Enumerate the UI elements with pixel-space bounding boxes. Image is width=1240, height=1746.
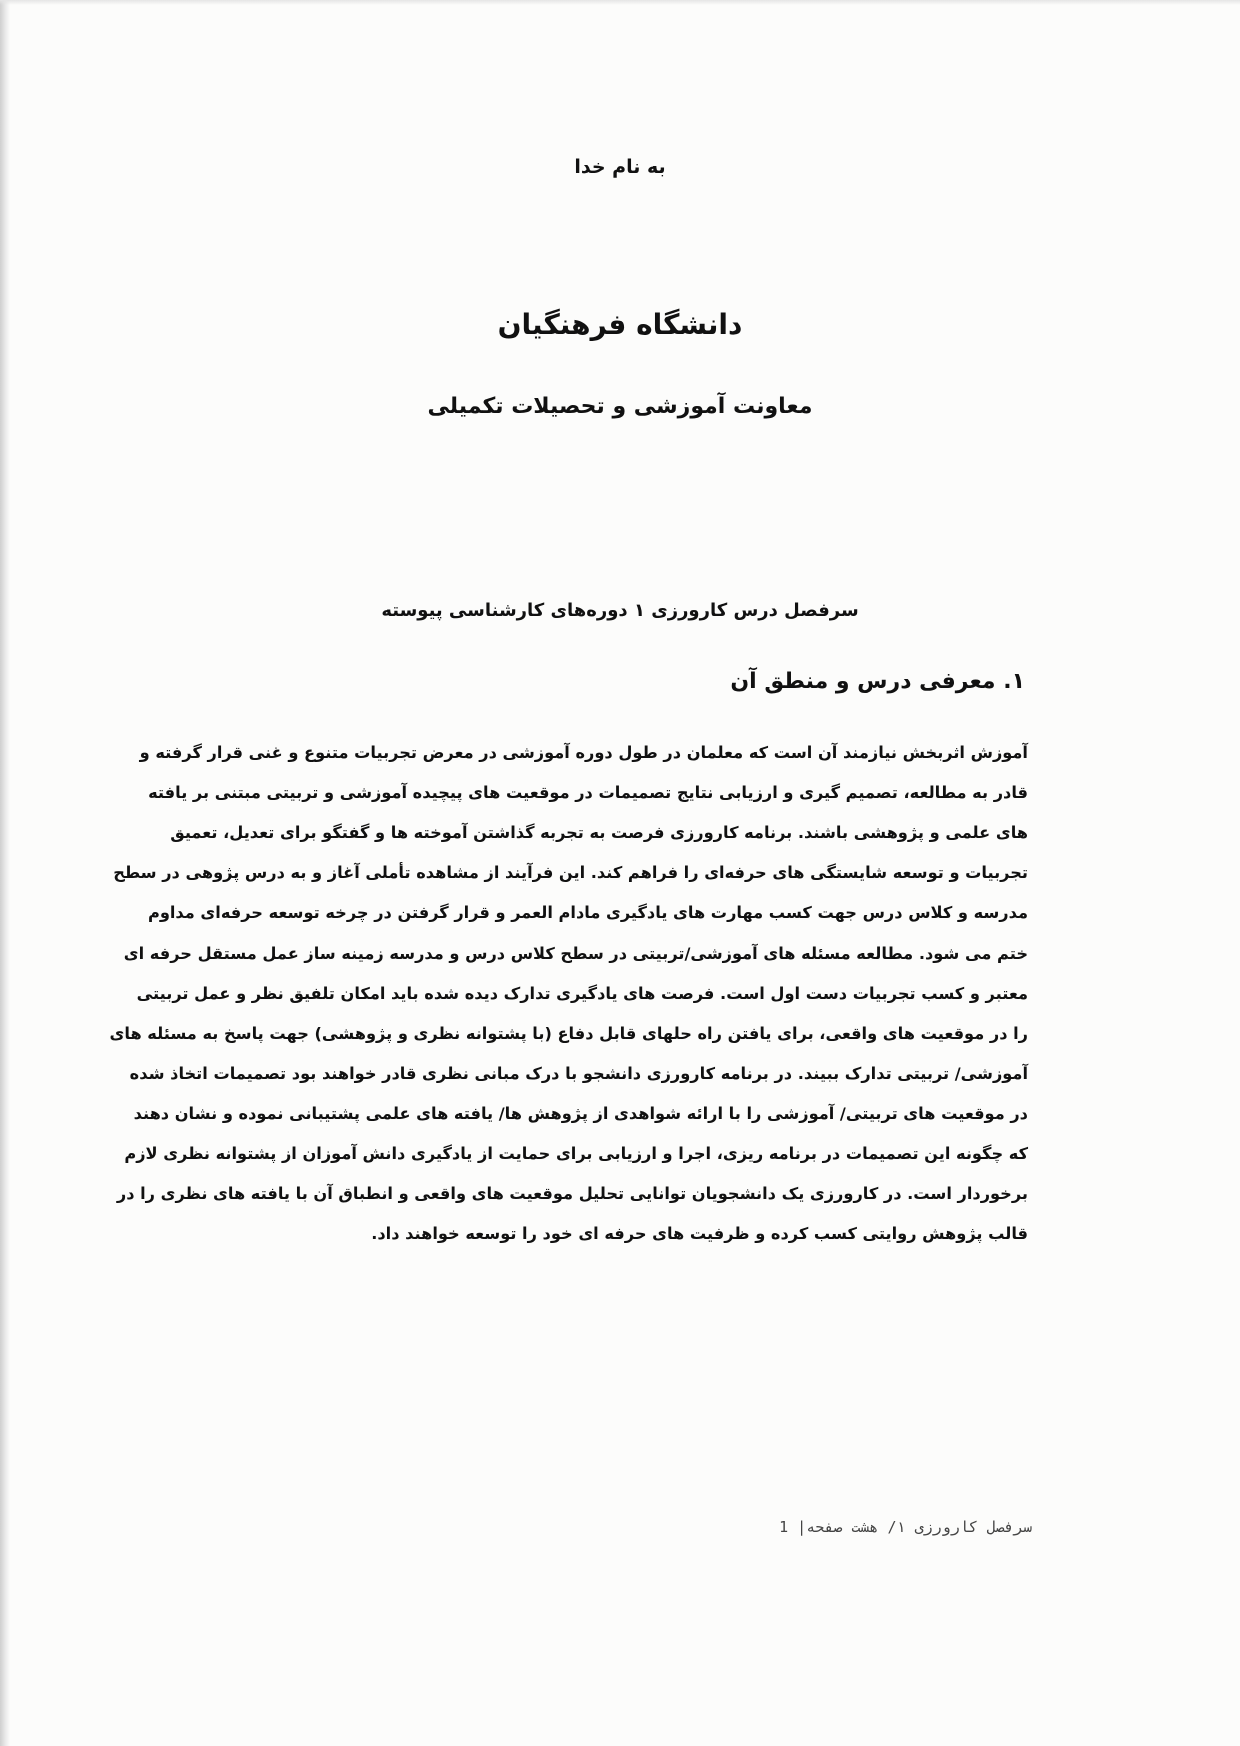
scan-left-edge <box>0 0 10 1746</box>
paragraph-line: قالب پژوهش روایتی کسب کرده و ظرفیت های حرفه ای خود را توسعه خواهند داد. <box>371 1224 1028 1244</box>
deputy-subtitle: معاونت آموزشی و تحصیلات تکمیلی <box>427 394 813 419</box>
paragraph-line: تجربیات و توسعه شایستگی های حرفه‌ای را فراهم کند. این فرآیند از مشاهده تأملی آغاز و به درس پژوهی در سطح <box>113 863 1028 883</box>
paragraph-line: برخوردار است. در کارورزی یک دانشجویان توانایی تحلیل موقعیت های واقعی و انطباق آن با یافته های نظری را در <box>116 1184 1028 1204</box>
paragraph-line: مدرسه و کلاس درس جهت کسب مهارت های یادگیری مادام العمر و قرار گرفتن در چرخه توسعه حرفه‌ای مداوم <box>147 903 1028 923</box>
scan-top-edge <box>0 0 1240 5</box>
paragraph-line: آموزشی/ تربیتی تدارک ببیند. در برنامه کارورزی دانشجو با درک مبانی نظری قادر خواهند بود تصمیمات اتخاذ شده <box>129 1063 1028 1083</box>
syllabus-title: سرفصل درس کارورزی ۱ دوره‌های کارشناسی پیوسته <box>381 600 859 621</box>
section-heading: ۱. معرفی درس و منطق آن <box>730 669 1025 694</box>
paragraph-line: معتبر و کسب تجربیات دست اول است. فرصت های یادگیری تدارک دیده شده باید امکان تلفیق نظر و عمل تربیتی <box>136 983 1028 1003</box>
page-footer: سرفصل کارورزی ۱/ هشت صفحه| 1 <box>779 1518 1032 1536</box>
paragraph-line: را در موقعیت های واقعی، برای یافتن راه حلهای قابل دفاع (با پشتوانه نظری و پژوهشی) جهت پاسخ به مسئله های <box>109 1023 1028 1043</box>
basmala-heading: به نام خدا <box>574 156 666 178</box>
paragraph-line: قادر به مطالعه، تصمیم گیری و ارزیابی نتایج تصمیمات در موقعیت های پیچیده آموزشی و تربیتی مبتنی بر یافته <box>148 783 1028 803</box>
paragraph-line: های علمی و پژوهشی باشند. برنامه کارورزی فرصت به تجربه گذاشتن آموخته ها و گفتگو برای تعدیل، تعمیق <box>170 823 1028 843</box>
university-title: دانشگاه فرهنگیان <box>497 308 743 341</box>
paragraph-line: ختم می شود. مطالعه مسئله های آموزشی/تربیتی در سطح کلاس درس و مدرسه زمینه ساز عمل مستقل حرفه ای <box>123 943 1028 963</box>
paragraph-line: در موقعیت های تربیتی/ آموزشی را با ارائه شواهدی از پژوهش ها/ یافته های علمی پشتیبانی نموده و نشان دهند <box>133 1103 1028 1123</box>
paragraph-line: که چگونه این تصمیمات در برنامه ریزی، اجرا و ارزیابی برای حمایت از یادگیری دانش آموزان از پشتوانه نظری لازم <box>124 1144 1028 1163</box>
paragraph-line: آموزش اثربخش نیازمند آن است که معلمان در طول دوره آموزشی در معرض تجربیات متنوع و غنی قرار گرفته و <box>139 743 1028 762</box>
